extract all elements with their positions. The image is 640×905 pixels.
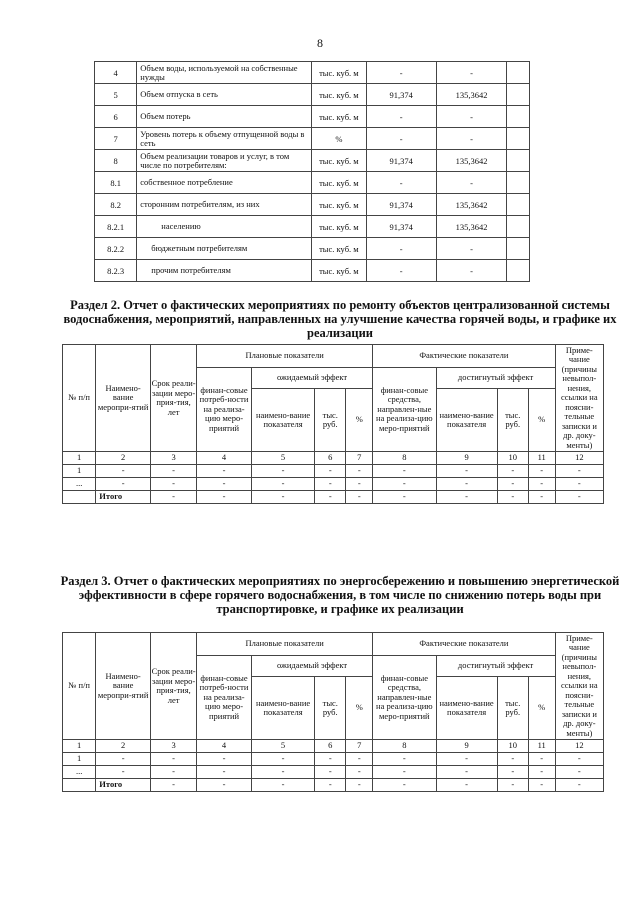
row-value-1: 91,374	[366, 150, 436, 172]
table-cell: -	[96, 766, 151, 779]
row-value-2: -	[436, 172, 507, 194]
table-cell: -	[346, 491, 373, 504]
table-cell: -	[528, 491, 555, 504]
table-cell: -	[346, 766, 373, 779]
column-number: 11	[528, 452, 555, 465]
column-number: 1	[63, 740, 96, 753]
table-cell: -	[555, 766, 603, 779]
table-cell	[63, 779, 96, 792]
table-cell: -	[555, 478, 603, 491]
table-cell: -	[528, 766, 555, 779]
page-number: 8	[317, 36, 323, 50]
column-number: 1	[63, 452, 96, 465]
pct-header: %	[528, 389, 555, 452]
section-2-tbody	[63, 345, 604, 504]
row-unit: тыс. куб. м	[312, 150, 367, 172]
row-number: 5	[95, 84, 137, 106]
rub-header: тыс. руб.	[315, 389, 346, 452]
column-number: 7	[346, 740, 373, 753]
row-name: прочим потребителям	[137, 260, 312, 282]
rub-header: тыс. руб.	[497, 677, 528, 740]
achieved-effect-header: достигнутый эффект	[436, 656, 555, 677]
row-value-2: 135,3642	[436, 216, 507, 238]
column-numbers-row	[63, 740, 604, 753]
planned-header: Плановые показатели	[197, 633, 373, 656]
col-num-header: № п/п	[63, 633, 96, 740]
row-number: 8.1	[95, 172, 137, 194]
note-header: Приме-чание (причины невыпол-нения, ссылки на поясни-тельные записки и др. доку-менты)	[555, 345, 603, 452]
column-numbers-row	[63, 452, 604, 465]
table-row	[95, 128, 530, 150]
row-number: 7	[95, 128, 137, 150]
table-cell: -	[555, 465, 603, 478]
indicator-header: наимено-вание показателя	[436, 389, 497, 452]
column-number: 7	[346, 452, 373, 465]
table-cell: -	[497, 465, 528, 478]
row-value-1: -	[366, 106, 436, 128]
table-cell: -	[346, 779, 373, 792]
table-cell: -	[251, 753, 314, 766]
total-row	[63, 779, 604, 792]
row-name: Объем потерь	[137, 106, 312, 128]
row-extra	[507, 216, 530, 238]
row-unit: %	[312, 128, 367, 150]
table-cell: -	[555, 779, 603, 792]
row-name: населению	[137, 216, 312, 238]
fin-actual-header: финан-совые средства, направлен-ные на реализа-цию меро-приятий	[373, 656, 436, 740]
table-cell: -	[346, 465, 373, 478]
column-number: 6	[315, 740, 346, 753]
row-value-1: -	[366, 260, 436, 282]
table-cell: -	[251, 779, 314, 792]
planned-header: Плановые показатели	[197, 345, 373, 368]
table-cell: -	[497, 766, 528, 779]
table-row	[63, 753, 604, 766]
table-cell: -	[373, 753, 436, 766]
row-number: 6	[95, 106, 137, 128]
row-number: 8.2.2	[95, 238, 137, 260]
column-number: 9	[436, 452, 497, 465]
table-cell: -	[436, 766, 497, 779]
indicator-header: наимено-вание показателя	[251, 389, 314, 452]
row-value-2: 135,3642	[436, 150, 507, 172]
table-cell: -	[197, 491, 252, 504]
column-number: 5	[251, 740, 314, 753]
row-number: 8	[95, 150, 137, 172]
table-row	[95, 260, 530, 282]
table-cell: -	[436, 491, 497, 504]
rub-header: тыс. руб.	[497, 389, 528, 452]
row-name: бюджетным потребителям	[137, 238, 312, 260]
row-unit: тыс. куб. м	[312, 194, 367, 216]
row-extra	[507, 106, 530, 128]
col-name-header: Наимено-вание меропри-ятий	[96, 633, 151, 740]
fin-actual-header: финан-совые средства, направлен-ные на реализа-цию меро-приятий	[373, 368, 436, 452]
column-number: 12	[555, 452, 603, 465]
table-cell: -	[251, 465, 314, 478]
row-number: 8.2.3	[95, 260, 137, 282]
table-cell: -	[96, 465, 151, 478]
table-cell: -	[346, 478, 373, 491]
row-extra	[507, 238, 530, 260]
table-row	[95, 238, 530, 260]
row-unit: тыс. куб. м	[312, 62, 367, 84]
row-number: 8.2	[95, 194, 137, 216]
row-number: 8.2.1	[95, 216, 137, 238]
row-extra	[507, 194, 530, 216]
row-name: Объем воды, используемой на собственные нужды	[137, 62, 312, 84]
col-term-header: Срок реали-зации меро-прия-тия, лет	[151, 633, 197, 740]
column-number: 6	[315, 452, 346, 465]
table-row	[95, 106, 530, 128]
table-row	[95, 216, 530, 238]
row-value-1: 91,374	[366, 84, 436, 106]
table-cell: -	[96, 478, 151, 491]
row-value-1: -	[366, 62, 436, 84]
table-cell: ...	[63, 766, 96, 779]
column-number: 12	[555, 740, 603, 753]
table-cell: -	[436, 478, 497, 491]
table-row	[95, 194, 530, 216]
row-value-1: -	[366, 128, 436, 150]
table-cell: -	[528, 753, 555, 766]
section-2-table	[62, 344, 604, 504]
table-cell: -	[373, 491, 436, 504]
table-row	[95, 84, 530, 106]
total-row	[63, 491, 604, 504]
header-row	[63, 633, 604, 656]
column-number: 3	[151, 452, 197, 465]
indicators-table	[94, 61, 530, 282]
table-cell: -	[151, 766, 197, 779]
col-term-header: Срок реали-зации меро-прия-тия, лет	[151, 345, 197, 452]
pct-header: %	[528, 677, 555, 740]
row-unit: тыс. куб. м	[312, 84, 367, 106]
column-number: 8	[373, 452, 436, 465]
table-cell: -	[197, 753, 252, 766]
column-number: 9	[436, 740, 497, 753]
section-2-title: Раздел 2. Отчет о фактических мероприятиях по ремонту объектов централизованной системы водоснабжения, мероприятий, направленных на улучшение качества горячей воды, и графике их реализации	[63, 298, 617, 340]
table-cell: -	[497, 753, 528, 766]
rub-header: тыс. руб.	[315, 677, 346, 740]
achieved-effect-header: достигнутый эффект	[436, 368, 555, 389]
row-value-1: -	[366, 238, 436, 260]
table-cell: -	[315, 465, 346, 478]
row-extra	[507, 172, 530, 194]
pct-header: %	[346, 389, 373, 452]
table-cell: -	[436, 779, 497, 792]
table-cell: 1	[63, 465, 96, 478]
note-header: Приме-чание (причины невыпол-нения, ссылки на поясни-тельные записки и др. доку-менты)	[555, 633, 603, 740]
table-cell: -	[197, 779, 252, 792]
table-cell: -	[373, 779, 436, 792]
row-value-1: 91,374	[366, 216, 436, 238]
table-cell: -	[96, 753, 151, 766]
row-unit: тыс. куб. м	[312, 238, 367, 260]
row-name: собственное потребление	[137, 172, 312, 194]
table-cell: -	[528, 465, 555, 478]
table-cell	[63, 491, 96, 504]
table-cell: -	[497, 491, 528, 504]
table-cell: -	[151, 779, 197, 792]
table-cell: -	[373, 478, 436, 491]
table-cell: -	[151, 491, 197, 504]
column-number: 4	[197, 740, 252, 753]
row-extra	[507, 84, 530, 106]
pct-header: %	[346, 677, 373, 740]
table-row	[95, 150, 530, 172]
fin-plan-header: финан-совые потреб-ности на реализа-цию меро-приятий	[197, 656, 252, 740]
row-value-2: 135,3642	[436, 194, 507, 216]
section-3-tbody	[63, 633, 604, 792]
table-cell: -	[373, 766, 436, 779]
column-number: 2	[96, 740, 151, 753]
table-cell: -	[555, 491, 603, 504]
row-value-2: -	[436, 62, 507, 84]
column-number: 10	[497, 452, 528, 465]
column-number: 8	[373, 740, 436, 753]
actual-header: Фактические показатели	[373, 633, 555, 656]
row-number: 4	[95, 62, 137, 84]
section-3-table	[62, 632, 604, 792]
row-value-2: 135,3642	[436, 84, 507, 106]
column-number: 5	[251, 452, 314, 465]
section-3-title: Раздел 3. Отчет о фактических мероприятиях по энергосбережению и повышению энергетической эффективности в сфере горячего водоснабжения, в том числе по снижению потерь воды при транспортировке, и графике их реализации	[60, 574, 620, 616]
column-number: 2	[96, 452, 151, 465]
column-number: 3	[151, 740, 197, 753]
indicator-header: наимено-вание показателя	[251, 677, 314, 740]
row-extra	[507, 260, 530, 282]
row-extra	[507, 128, 530, 150]
table-row	[95, 172, 530, 194]
row-unit: тыс. куб. м	[312, 216, 367, 238]
row-unit: тыс. куб. м	[312, 260, 367, 282]
row-extra	[507, 62, 530, 84]
row-extra	[507, 150, 530, 172]
table-cell: -	[436, 753, 497, 766]
table-cell: -	[528, 779, 555, 792]
expected-effect-header: ожидаемый эффект	[251, 656, 372, 677]
table-cell: 1	[63, 753, 96, 766]
table-row	[95, 62, 530, 84]
table-cell: -	[555, 753, 603, 766]
table-cell: -	[528, 478, 555, 491]
row-value-2: -	[436, 128, 507, 150]
row-unit: тыс. куб. м	[312, 172, 367, 194]
table-cell: -	[151, 465, 197, 478]
column-number: 11	[528, 740, 555, 753]
column-number: 10	[497, 740, 528, 753]
table-cell: -	[251, 478, 314, 491]
column-number: 4	[197, 452, 252, 465]
table-cell: -	[197, 766, 252, 779]
table-cell: -	[497, 779, 528, 792]
row-name: сторонним потребителям, из них	[137, 194, 312, 216]
row-name: Объем реализации товаров и услуг, в том числе по потребителям:	[137, 150, 312, 172]
total-label: Итого	[96, 491, 151, 504]
table-cell: -	[251, 766, 314, 779]
table-cell: -	[497, 478, 528, 491]
total-label: Итого	[96, 779, 151, 792]
table-cell: -	[315, 478, 346, 491]
table-cell: ...	[63, 478, 96, 491]
table-cell: -	[197, 478, 252, 491]
table-cell: -	[436, 465, 497, 478]
indicator-header: наимено-вание показателя	[436, 677, 497, 740]
table-row	[63, 465, 604, 478]
row-value-1: -	[366, 172, 436, 194]
row-unit: тыс. куб. м	[312, 106, 367, 128]
fin-plan-header: финан-совые потреб-ности на реализа-цию меро-приятий	[197, 368, 252, 452]
table-row	[63, 766, 604, 779]
table-cell: -	[346, 753, 373, 766]
table-cell: -	[315, 491, 346, 504]
table-row	[63, 478, 604, 491]
col-name-header: Наимено-вание меропри-ятий	[96, 345, 151, 452]
table-cell: -	[251, 491, 314, 504]
table-cell: -	[151, 478, 197, 491]
row-value-1: 91,374	[366, 194, 436, 216]
row-name: Уровень потерь к объему отпущенной воды в сеть	[137, 128, 312, 150]
row-value-2: -	[436, 106, 507, 128]
table-cell: -	[315, 766, 346, 779]
expected-effect-header: ожидаемый эффект	[251, 368, 372, 389]
row-value-2: -	[436, 238, 507, 260]
header-row	[63, 345, 604, 368]
table-cell: -	[151, 753, 197, 766]
table-cell: -	[197, 465, 252, 478]
table-cell: -	[315, 779, 346, 792]
row-name: Объем отпуска в сеть	[137, 84, 312, 106]
table-cell: -	[315, 753, 346, 766]
actual-header: Фактические показатели	[373, 345, 555, 368]
table-cell: -	[373, 465, 436, 478]
row-value-2: -	[436, 260, 507, 282]
col-num-header: № п/п	[63, 345, 96, 452]
